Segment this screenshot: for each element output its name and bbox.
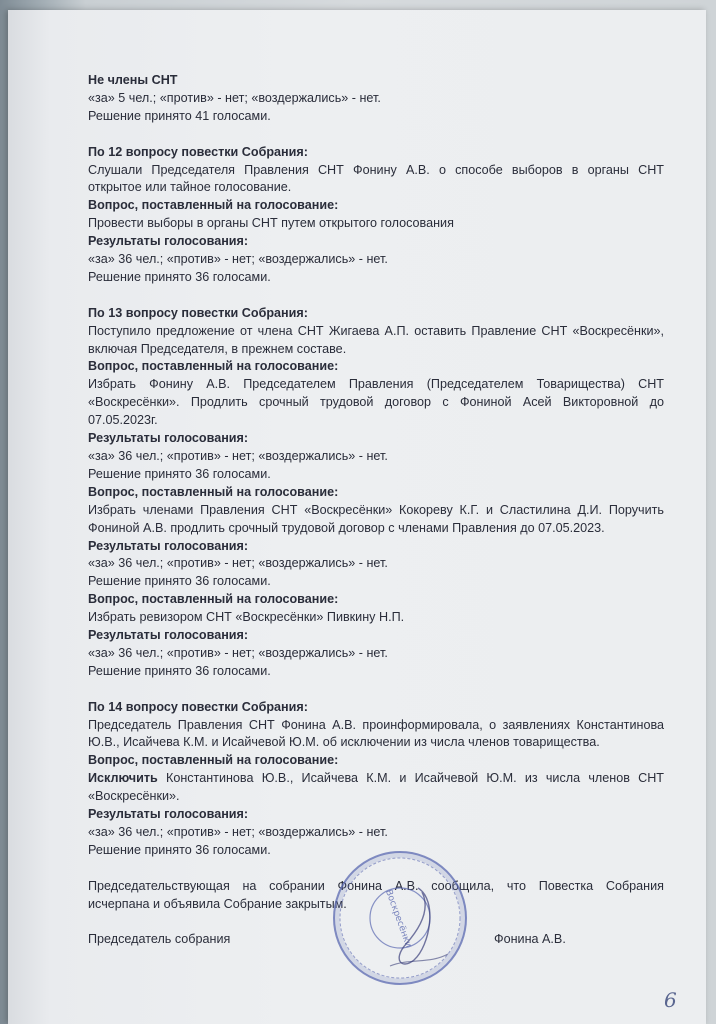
- text-line: Избрать Фонину А.В. Председателем Правления (Председателем Товарищества) СНТ: [88, 377, 664, 392]
- decision-line: Решение принято 36 голосами.: [88, 842, 271, 857]
- text-line: [88, 770, 664, 788]
- text-span: Константинова Ю.В., Исайчева К.М. и Исайчевой Ю.М. из числа членов СНТ: [157, 771, 664, 786]
- decision-line: Решение принято 41 голосами.: [88, 108, 271, 123]
- subheading-vote-question: Вопрос, поставленный на голосование:: [88, 484, 339, 499]
- subheading-vote-question: Вопрос, поставленный на голосование:: [88, 198, 339, 213]
- text-line: Провести выборы в органы СНТ путем открытого голосования: [88, 216, 454, 231]
- text-line: «Воскресёнки».: [88, 789, 180, 804]
- decision-line: Решение принято 36 голосами.: [88, 466, 271, 481]
- subheading-vote-results: Результаты голосования:: [88, 628, 249, 643]
- text-line: Председатель Правления СНТ Фонина А.В. проинформировала, о заявлениях Константинова: [88, 717, 664, 732]
- page-number: 6: [664, 988, 677, 1012]
- subheading-vote-results: Результаты голосования:: [88, 538, 249, 553]
- text-line: Слушали Председателя Правления СНТ Фонину А.В. о способе выборов в органы СНТ: [88, 162, 664, 177]
- heading-question-12: По 12 вопросу повестки Собрания:: [88, 144, 308, 159]
- document-body: [88, 72, 664, 914]
- closing-text-line: исчерпана и объявила Собрание закрытым.: [88, 896, 347, 911]
- heading-question-13: По 13 вопросу повестки Собрания:: [88, 305, 308, 320]
- decision-line: Решение принято 36 голосами.: [88, 663, 271, 678]
- text-line: открытое или тайное голосование.: [88, 180, 292, 195]
- signatory-name: Фонина А.В.: [494, 932, 566, 946]
- text-line: Фониной А.В. продлить срочный трудовой договор с членами Правления до 07.05.2023.: [88, 520, 605, 535]
- closing-text-line: Председательствующая на собрании Фонина А.В. сообщила, что Повестка Собрания: [88, 878, 664, 893]
- text-line: включая Председателя, в прежнем составе.: [88, 341, 347, 356]
- vote-result-line: «за» 36 чел.; «против» - нет; «воздержались» - нет.: [88, 825, 388, 840]
- vote-result-line: «за» 5 чел.; «против» - нет; «воздержались» - нет.: [88, 90, 381, 105]
- round-seal-stamp: [330, 848, 470, 988]
- heading-non-members: Не члены СНТ: [88, 73, 178, 87]
- text-line: Поступило предложение от члена СНТ Жигаева А.П. оставить Правление СНТ «Воскресёнки»,: [88, 323, 664, 338]
- text-line: Избрать членами Правления СНТ «Воскресёнки» Кокореву К.Г. и Сластилина Д.И. Поручить: [88, 502, 664, 517]
- vote-result-line: «за» 36 чел.; «против» - нет; «воздержались» - нет.: [88, 645, 388, 660]
- signature-label: Председатель собрания: [88, 932, 231, 946]
- text-line: Ю.В., Исайчева К.М. и Исайчевой Ю.М. об исключении из числа членов товарищества.: [88, 735, 600, 750]
- heading-question-14: По 14 вопросу повестки Собрания:: [88, 699, 308, 714]
- subheading-vote-question: Вопрос, поставленный на голосование:: [88, 592, 339, 607]
- text-line: Избрать ревизором СНТ «Воскресёнки» Пивкину Н.П.: [88, 610, 405, 625]
- text-line: «Воскресёнки». Продлить срочный трудовой договор с Фониной Асей Викторовной до: [88, 395, 664, 410]
- stamp-center-text: Воскресёнки: [382, 888, 414, 950]
- decision-line: Решение принято 36 голосами.: [88, 269, 271, 284]
- bold-keyword: Исключить: [88, 771, 158, 786]
- subheading-vote-question: Вопрос, поставленный на голосование:: [88, 359, 339, 374]
- vote-result-line: «за» 36 чел.; «против» - нет; «воздержались» - нет.: [88, 449, 388, 463]
- text-line: 07.05.2023г.: [88, 413, 158, 428]
- vote-result-line: «за» 36 чел.; «против» - нет; «воздержались» - нет.: [88, 252, 388, 267]
- subheading-vote-results: Результаты голосования:: [88, 234, 249, 249]
- subheading-vote-question: Вопрос, поставленный на голосование:: [88, 753, 339, 768]
- decision-line: Решение принято 36 голосами.: [88, 574, 271, 589]
- subheading-vote-results: Результаты голосования:: [88, 807, 249, 822]
- subheading-vote-results: Результаты голосования:: [88, 431, 249, 446]
- vote-result-line: «за» 36 чел.; «против» - нет; «воздержались» - нет.: [88, 556, 388, 571]
